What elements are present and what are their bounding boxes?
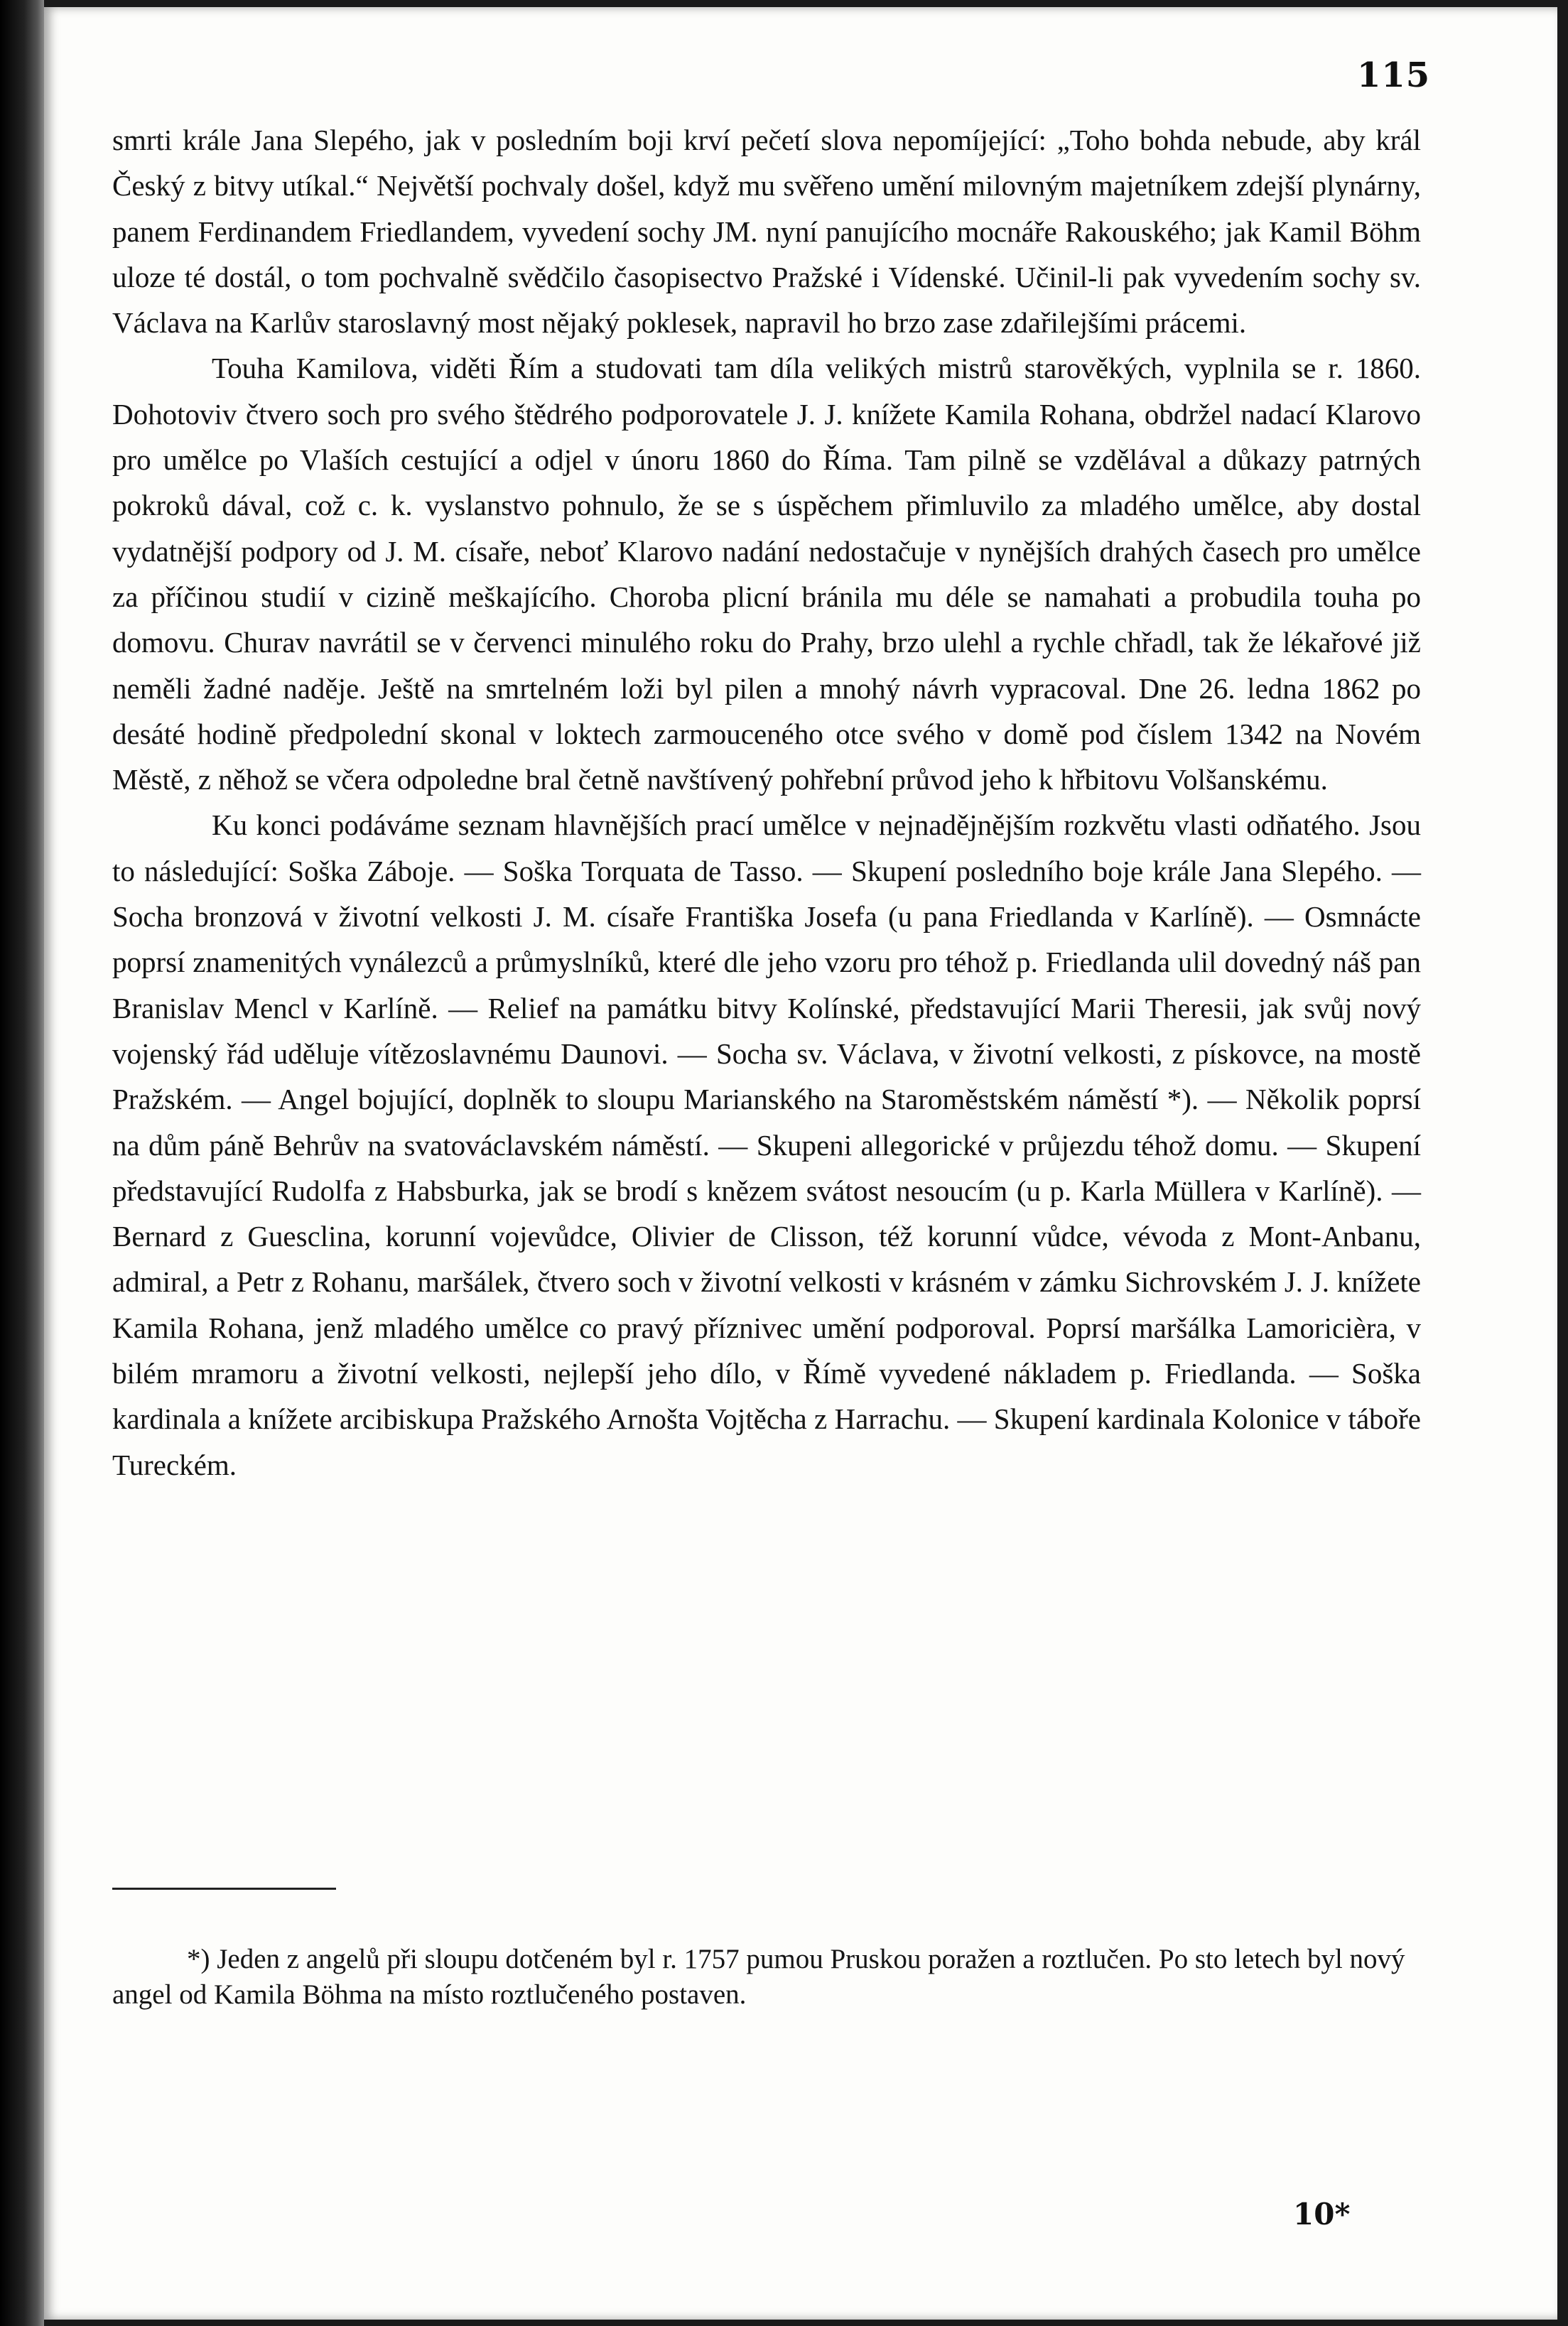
book-spine-shadow (0, 0, 44, 2326)
footnote-text: *) Jeden z angelů při sloupu dotčeném byl r. 1757 pumou Pruskou poražen a roztlučen. Po sto letech byl nový angel od Kamila Böhma na místo roztlučeného postaven. (112, 1944, 1405, 2010)
footnote-separator (112, 1888, 336, 1890)
paragraph-3: Ku konci podáváme seznam hlavnějších prací umělce v nejnadějnějším rozkvětu vlasti odňatého. Jsou to následující: Soška Záboje. — Soška Torquata de Tasso. — Skupení posledního boje krále Jana Slepého. — Socha bronzová v životní velkosti J. M. císaře Františka Josefa (u pana Friedlanda v Karlíně). — Osmnácte poprsí znamenitých vynálezců a průmyslníků, které dle jeho vzoru pro téhož p. Friedlanda ulil dovedný náš pan Branislav Mencl v Karlíně. — Relief na památku bitvy Kolínské, představující Marii Theresii, jak svůj nový vojenský řád uděluje vítězoslavnému Daunovi. — Socha sv. Václava, v životní velkosti, z pískovce, na mostě Pražském. — Angel bojující, doplněk to sloupu Marianského na Staroměstském náměstí *). — Několik poprsí na dům páně Behrův na svatováclavském náměstí. — Skupeni allegorické v průjezdu téhož domu. — Skupení představující Rudolfa z Habsburka, jak se brodí s knězem svátost nesoucím (u p. Karla Müllera v Karlíně). — Bernard z Guesclina, korunní vojevůdce, Olivier de Clisson, též korunní vůdce, vévoda z Mont-Anbanu, admiral, a Petr z Rohanu, maršálek, čtvero soch v životní velkosti v krásném v zámku Sichrovském J. J. knížete Kamila Rohana, jenž mladého umělce co pravý příznivec umění podporoval. Poprsí maršálka Lamoricièra, v bilém mramoru a životní velkosti, nejlepší jeho dílo, v Římě vyvedené nákladem p. Friedlanda. — Soška kardinala a knížete arcibiskupa Pražského Arnošta Vojtěcha z Harrachu. — Skupení kardinala Kolonice v táboře Tureckém. (112, 808, 1421, 1481)
signature-mark: 10* (1293, 2197, 1351, 2232)
body-text (112, 117, 1421, 1488)
footnote (112, 1942, 1421, 2013)
paragraph-1: smrti krále Jana Slepého, jak v posledním boji krví pečetí slova nepomíjející: „Toho bohda nebude, aby král Český z bitvy utíkal.“ Největší pochvaly došel, když mu svěřeno umění milovným majetníkem zdejší plynárny, panem Ferdinandem Friedlandem, vyvedení sochy JM. nyní panujícího mocnáře Rakouského; jak Kamil Böhm uloze té dostál, o tom pochvalně svědčilo časopisectvo Pražské i Vídenské. Učinil-li pak vyvedením sochy sv. Václava na Karlův staroslavný most nějaký poklesek, napravil ho brzo zase zdařilejšími prácemi. (112, 124, 1421, 340)
page-number: 115 (1357, 55, 1431, 95)
paragraph-2: Touha Kamilova, viděti Řím a studovati tam díla velikých mistrů starověkých, vyplnila se r. 1860. Dohotoviv čtvero soch pro svého štědrého podporovatele J. J. knížete Kamila Rohana, obdržel nadací Klarovo pro umělce po Vlaších cestující a odjel v únoru 1860 do Říma. Tam pilně se vzdělával a důkazy patrných pokroků dával, což c. k. vyslanstvo pohnulo, že se s úspěchem přimluvilo za mladého umělce, aby dostal vydatnější podpory od J. M. císaře, neboť Klarovo nadání nedostačuje v nynějších drahých časech pro umělce za příčinou studií v cizině meškajícího. Choroba plicní bránila mu déle se namahati a probudila touha po domovu. Churav navrátil se v červenci minulého roku do Prahy, brzo ulehl a rychle chřadl, tak že lékařové již neměli žadné naděje. Ještě na smrtelném loži byl pilen a mnohý návrh vypracoval. Dne 26. ledna 1862 po desáté hodině předpolední skonal v loktech zarmouceného otce svého v domě pod číslem 1342 na Novém Městě, z něhož se včera odpoledne bral četně navštívený pohřební průvod jeho k hřbitovu Volšanskému. (112, 352, 1421, 796)
